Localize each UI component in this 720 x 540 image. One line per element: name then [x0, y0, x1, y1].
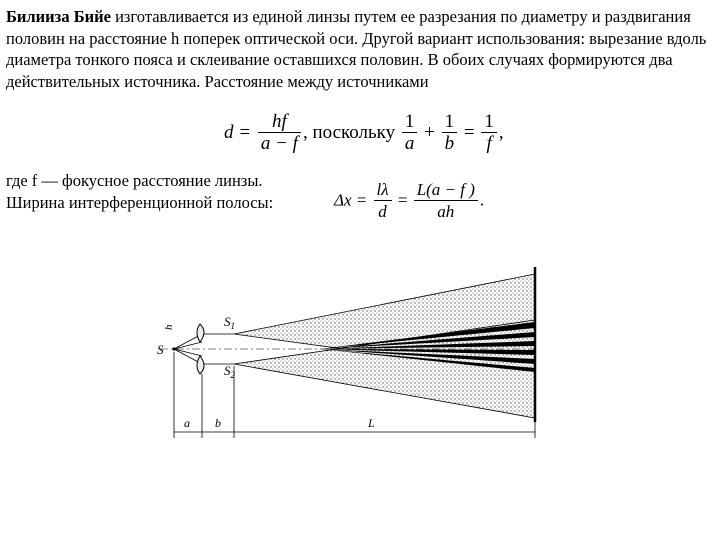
- formula-lhs: d =: [224, 121, 252, 143]
- upper-lens-half: [197, 324, 204, 342]
- text-block: [6, 170, 273, 213]
- fraction-L-ah: $\frac{L(a - f )}{ah}$: [414, 180, 478, 223]
- label-S: S: [157, 342, 164, 357]
- source-point: [172, 347, 175, 350]
- term-bold: Билииза Бийе: [6, 7, 111, 26]
- formula-distance: d = $\frac{hf}{a - f}$ , поскольку $\frac{1}{a}$ + $\frac{1}{b}$ = $\frac{1}{f}$ ,: [224, 111, 504, 154]
- fraction-hf: $\frac{hf}{a - f}$: [258, 112, 301, 155]
- intro-paragraph: [6, 6, 714, 92]
- intro-text: изготавливается из единой линзы путем ее разрезания по диаметру и раздвигания половин на расстояние h поперек оптической оси. Другой вариант использования: вырезание вдоль диаметра тонкого пояса и склеивание оставшихся половин. В обоих случаях формируются два действительных источника. Расстояние между источниками: [6, 7, 707, 91]
- focal-line: где f — фокусное расстояние линзы.: [6, 171, 263, 190]
- billet-lens-diagram: [150, 262, 550, 440]
- fraction-1-a: $\frac{1}{a}$: [402, 112, 418, 155]
- fraction-1-f: $\frac{1}{f}$: [481, 112, 497, 155]
- formula-fringe-width: Δx = $\frac{l\lambda}{d}$ = $\frac{L(a - f )}{ah}$ .: [334, 180, 485, 221]
- fraction-l-lambda-d: $\frac{l\lambda}{d}$: [374, 180, 392, 223]
- dim-b: b: [215, 416, 221, 430]
- width-line: Ширина интерференционной полосы:: [6, 192, 274, 212]
- dim-a: a: [184, 416, 190, 430]
- fraction-1-b: $\frac{1}{b}$: [442, 112, 458, 155]
- lower-lens-half: [197, 356, 204, 374]
- formula-connector: , поскольку: [302, 121, 396, 143]
- label-S2: $S_2$: [224, 363, 235, 380]
- label-S1: $S_1$: [224, 314, 235, 331]
- label-h: h: [163, 324, 175, 330]
- dim-L: L: [368, 416, 375, 430]
